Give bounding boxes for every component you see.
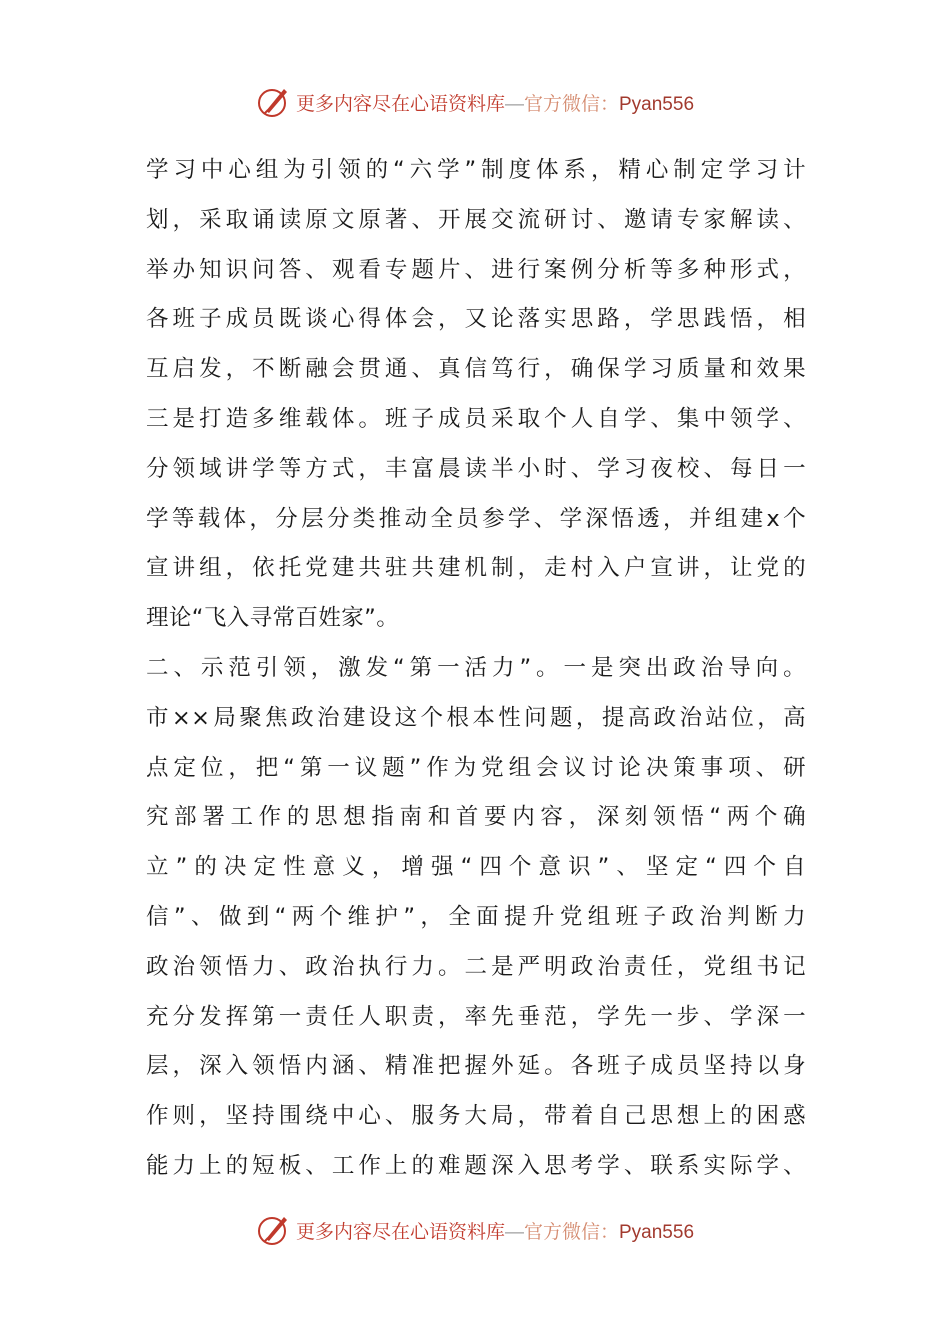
text-line: 充分发挥第一责任人职责，率先垂范，学先一步、学深一 [146, 1003, 806, 1030]
text-line: 立”的决定性意义，增强“四个意识”、坚定“四个自 [146, 854, 806, 881]
footer-banner [0, 1208, 950, 1252]
banner-title: 更多内容尽在心语资料库 [295, 92, 505, 115]
banner-separator: — [504, 1221, 524, 1243]
banner-text [296, 89, 694, 116]
text-line: 学习中心组为引领的“六学”制度体系，精心制定学习计 [146, 157, 806, 183]
text-line: 划，采取诵读原文原著、开展交流研讨、邀请专家解读、 [146, 206, 806, 233]
banner-wechat-label: 官方微信： [523, 1220, 619, 1243]
text-line: 互启发，不断融会贯通、真信笃行，确保学习质量和效果 [146, 356, 806, 383]
banner-text [296, 1217, 694, 1244]
header-banner [0, 80, 950, 124]
banner-wechat-id: Pyan556 [619, 1221, 695, 1243]
text-line: 理论“飞入寻常百姓家”。 [146, 605, 400, 632]
text-line: 层，深入领悟内涵、精准把握外延。各班子成员坚持以身 [146, 1053, 806, 1080]
document-body [146, 146, 806, 1192]
text-line: 信”、做到“两个维护”，全面提升党组班子政治判断力 [146, 903, 806, 930]
text-line: 宣讲组，依托党建共驻共建机制，走村入户宣讲，让党的 [146, 555, 806, 582]
text-line: 点定位，把“第一议题”作为党组会议讨论决策事项、研 [146, 754, 806, 781]
text-line: 二、示范引领，激发“第一活力”。一是突出政治导向。 [146, 654, 806, 681]
text-line: 各班子成员既谈心得体会，又论落实思路，学思践悟，相 [146, 306, 806, 333]
text-line: 分领域讲学等方式，丰富晨读半小时、学习夜校、每日一 [146, 455, 806, 482]
text-line: 能力上的短板、工作上的难题深入思考学、联系实际学、 [146, 1152, 806, 1179]
banner-separator: — [504, 93, 524, 115]
text-line: 三是打造多维载体。班子成员采取个人自学、集中领学、 [146, 405, 806, 432]
banner-wechat-label: 官方微信： [523, 92, 619, 115]
text-line: 市××局聚焦政治建设这个根本性问题，提高政治站位，高 [146, 704, 806, 731]
quill-logo-icon [256, 1212, 292, 1248]
banner-wechat-id: Pyan556 [619, 93, 695, 115]
quill-logo-icon [256, 84, 292, 120]
text-line: 究部署工作的思想指南和首要内容，深刻领悟“两个确 [146, 804, 806, 831]
text-line: 作则，坚持围绕中心、服务大局，带着自己思想上的困惑 [146, 1103, 806, 1130]
text-line: 学等载体，分层分类推动全员参学、学深悟透，并组建x个 [146, 505, 806, 532]
text-line: 政治领悟力、政治执行力。二是严明政治责任，党组书记 [146, 953, 806, 980]
text-line: 举办知识问答、观看专题片、进行案例分析等多种形式， [146, 256, 806, 283]
banner-title: 更多内容尽在心语资料库 [295, 1220, 505, 1243]
